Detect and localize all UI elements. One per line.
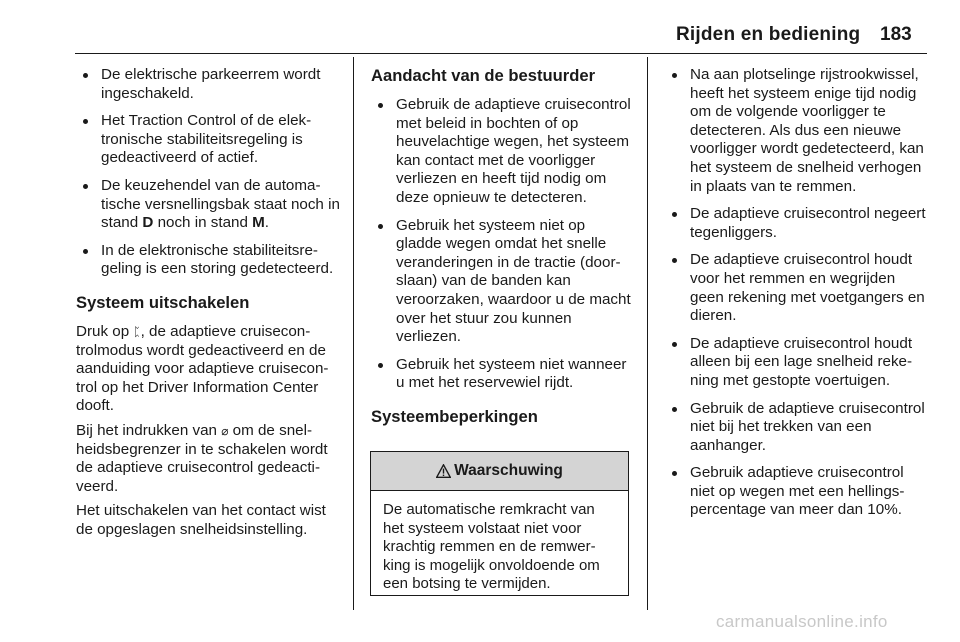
paragraph [76, 323, 340, 416]
paragraph: Het uitschakelen van het contact wist de opgeslagen snelheidsinstelling. [76, 502, 326, 538]
list-item: Gebruik de adaptieve cruisecontrol met beleid in bochten of op heuvelachtige wegen, het systeem kan contact met de voorligger verliezen en heeft tijd nodig om deze opnieuw te detecteren. [371, 96, 633, 208]
text: . [264, 214, 270, 232]
list-item: Gebruik de adaptieve cruisecontrol niet bij het trekken van een aanhanger. [665, 400, 927, 456]
watermark: carmanualsonline.info [716, 612, 888, 631]
list-item: Het Traction Control of de elektronische stabiliteitsregeling is gedeactiveerd of actief. [76, 112, 340, 168]
paragraph [76, 422, 340, 496]
system-limitations-list [665, 66, 927, 520]
list-item: De adaptieve cruisecontrol negeert tegenliggers. [665, 205, 927, 242]
driver-attention-list [371, 96, 633, 393]
column-2 [371, 66, 633, 437]
column-3 [665, 66, 927, 529]
list-item: Gebruik het systeem niet wanneer u met het reservewiel rijdt. [371, 356, 633, 393]
column-divider-right [647, 57, 648, 610]
list-item [76, 177, 340, 233]
list-item: Na aan plotselinge rijstrookwissel, heeft het systeem enige tijd nodig om de volgende voorligger te detecteren. Als dus een nieuwe voorligger wordt gedetecteerd, kan het systeem de snelheid verhogen in plaats van te remmen. [665, 66, 927, 196]
warning-text: De automatische remkracht van het systeem volstaat niet voor krachtig remmen en de remwerking is mogelijk onvoldoende om een botsing te vermijden. [383, 501, 600, 593]
list-item: Gebruik adaptieve cruisecontrol niet op wegen met een hellingspercentage van meer dan 10%. [665, 464, 927, 520]
cruise-control-icon: ᛈ [133, 324, 141, 339]
text: om de snelheidsbegrenzer in te schakelen wordt de adaptieve cruisecontrol gedeactiveerd. [76, 421, 328, 495]
list-item: De adaptieve cruisecontrol houdt voor het remmen en wegrijden geen rekening met voetgangers en dieren. [665, 251, 927, 325]
warning-box [370, 451, 629, 596]
column-1 [76, 66, 340, 545]
list-item: De elektrische parkeerrem wordt ingeschakeld. [76, 66, 340, 103]
list-item: Gebruik het systeem niet op gladde wegen omdat het snelle veranderingen in de tractie (doorslaan) van de banden kan veroorzaken, waardoor u de macht over het stuur zou kunnen verliezen. [371, 217, 633, 347]
page-number: 183 [880, 24, 912, 45]
section-heading-aandacht: Aandacht van de bestuurder [371, 66, 596, 85]
warning-header [371, 452, 628, 491]
text: , de adaptieve cruisecontrolmodus wordt gedeactiveerd en de aanduiding voor adaptieve cruisecontrol op het Driver Information Center dooft. [76, 322, 329, 415]
speed-limiter-icon: ⌀ [221, 423, 229, 438]
list-item: In de elektronische stabiliteitsregeling is een storing gedetecteerd. [76, 242, 340, 279]
gear-position-d: D [142, 214, 154, 232]
conditions-list [76, 66, 340, 279]
section-heading-systeembeperkingen: Systeembeperkingen [371, 406, 538, 426]
text: Druk op [76, 322, 134, 340]
warning-title: Waarschuwing [454, 462, 563, 479]
page-title: Rijden en bediening [676, 24, 861, 45]
gear-position-m: M [252, 214, 265, 232]
text: noch in stand [153, 214, 253, 232]
section-heading-systeem-uitschakelen: Systeem uitschakelen [76, 292, 250, 312]
column-divider-left [353, 57, 354, 610]
list-item: De adaptieve cruisecontrol houdt alleen bij een lage snelheid rekening met gestopte voertuigen. [665, 335, 927, 391]
warning-triangle-icon [436, 464, 451, 478]
text: De keuzehendel van de automatische versnellingsbak staat noch in stand [101, 176, 340, 232]
header-divider [75, 53, 927, 54]
text: Bij het indrukken van [76, 421, 222, 439]
